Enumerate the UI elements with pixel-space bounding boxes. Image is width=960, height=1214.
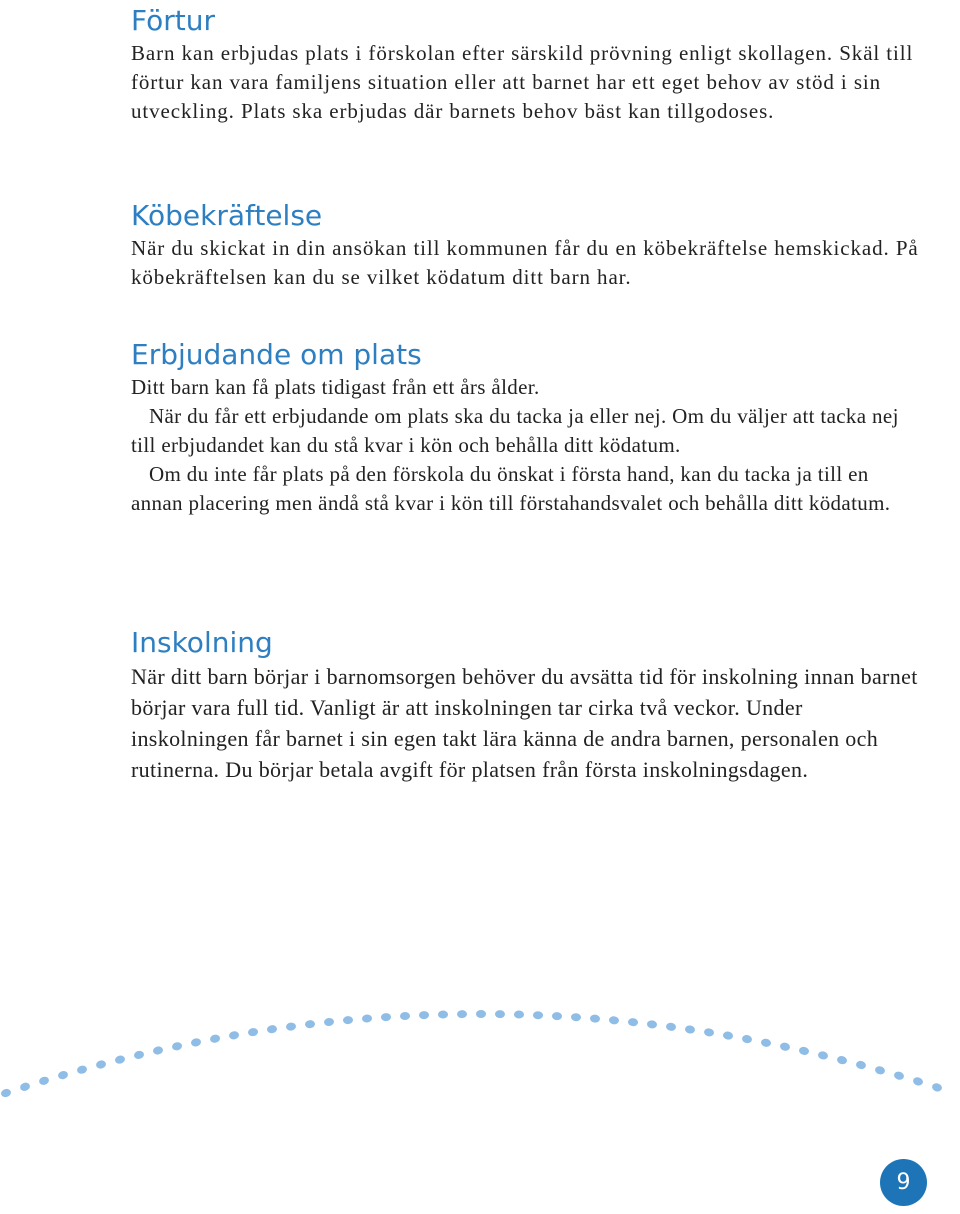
decorative-dot bbox=[893, 1070, 905, 1080]
decorative-dot bbox=[381, 1013, 392, 1022]
decorative-dot bbox=[247, 1027, 258, 1036]
decorative-dot bbox=[190, 1037, 201, 1047]
decorative-dot bbox=[114, 1054, 126, 1064]
section-erbjudande bbox=[131, 337, 921, 518]
decorative-dot bbox=[703, 1028, 714, 1037]
decorative-dot bbox=[152, 1045, 164, 1055]
section-fortur bbox=[131, 3, 921, 126]
decorative-dot bbox=[266, 1025, 277, 1034]
section-paragraph: När du får ett erbjudande om plats ska du tacka ja eller nej. Om du väljer att tacka nej till erbjudandet kan du stå kvar i kön och behålla ditt ködatum. bbox=[131, 404, 899, 457]
decorative-dot bbox=[400, 1012, 410, 1021]
decorative-dot bbox=[457, 1010, 467, 1018]
decorative-dot bbox=[855, 1060, 867, 1070]
decorative-dot bbox=[779, 1042, 790, 1052]
page-number: 9 bbox=[896, 1170, 911, 1195]
decorative-dot bbox=[552, 1012, 562, 1021]
decorative-dot bbox=[57, 1070, 69, 1080]
decorative-dot bbox=[171, 1041, 182, 1051]
decorative-dot bbox=[76, 1065, 88, 1075]
decorative-dot bbox=[133, 1050, 145, 1060]
decorative-dot bbox=[495, 1010, 505, 1018]
decorative-dot bbox=[628, 1018, 639, 1027]
decorative-dot bbox=[571, 1013, 582, 1022]
decorative-dot bbox=[722, 1031, 733, 1041]
section-paragraph: Barn kan erbjudas plats i förskolan efter särskild prövning enligt skollagen. Skäl till förtur kan vara familjens situation eller att barnet har ett eget behov av stöd i sin utveckling. Plats ska erbjudas där barnets behov bäst kan tillgodoses. bbox=[131, 41, 914, 123]
decorative-dot bbox=[874, 1065, 886, 1075]
decorative-dot bbox=[19, 1081, 31, 1092]
page-number-badge bbox=[880, 1159, 927, 1206]
decorative-dot-arc bbox=[0, 1000, 960, 1110]
decorative-dot bbox=[647, 1020, 658, 1029]
decorative-dot bbox=[931, 1082, 943, 1093]
section-heading: Erbjudande om plats bbox=[131, 338, 422, 371]
decorative-dot bbox=[912, 1076, 924, 1087]
decorative-dot bbox=[609, 1016, 620, 1025]
decorative-dot bbox=[95, 1059, 107, 1069]
decorative-dot bbox=[419, 1011, 429, 1019]
decorative-dot bbox=[286, 1022, 297, 1031]
section-heading: Köbekräftelse bbox=[131, 199, 323, 232]
decorative-dot bbox=[514, 1010, 524, 1018]
section-inskolning bbox=[131, 625, 921, 785]
decorative-dot bbox=[0, 1088, 12, 1099]
section-paragraph: När ditt barn börjar i barnomsorgen behöver du avsätta tid för inskolning innan barnet börjar vara full tid. Vanligt är att inskolningen tar cirka två veckor. Under inskolningen får barnet i sin egen takt lära känna de andra barnen, personalen och rutinerna. Du börjar betala avgift för platsen från första inskolningsdagen. bbox=[131, 664, 918, 782]
decorative-dot bbox=[684, 1025, 695, 1034]
section-paragraph: Ditt barn kan få plats tidigast från ett års ålder. bbox=[131, 375, 540, 399]
section-kobekraftelse bbox=[131, 198, 921, 292]
decorative-dot bbox=[666, 1022, 677, 1031]
decorative-dot bbox=[760, 1038, 771, 1048]
decorative-dot bbox=[343, 1016, 354, 1025]
section-heading: Inskolning bbox=[131, 626, 273, 659]
decorative-dot bbox=[836, 1055, 848, 1065]
section-heading: Förtur bbox=[131, 4, 215, 37]
decorative-dot bbox=[590, 1014, 601, 1023]
decorative-dot bbox=[228, 1031, 239, 1041]
section-paragraph: När du skickat in din ansökan till kommunen får du en köbekräftelse hemskickad. På köbekräftelsen kan du se vilket ködatum ditt barn har. bbox=[131, 236, 919, 289]
decorative-dot bbox=[362, 1014, 373, 1023]
decorative-dot bbox=[324, 1017, 335, 1026]
decorative-dot bbox=[533, 1011, 543, 1019]
decorative-dot bbox=[305, 1020, 316, 1029]
decorative-dot bbox=[798, 1046, 810, 1056]
decorative-dot bbox=[438, 1010, 448, 1018]
decorative-dot bbox=[476, 1010, 486, 1018]
decorative-dot bbox=[817, 1050, 829, 1060]
section-paragraph: Om du inte får plats på den förskola du önskat i första hand, kan du tacka ja till en annan placering men ändå stå kvar i kön till förstahandsvalet och behålla ditt ködatum. bbox=[131, 462, 891, 515]
decorative-dot bbox=[209, 1034, 220, 1044]
decorative-dot bbox=[741, 1034, 752, 1044]
decorative-dot bbox=[38, 1076, 50, 1087]
